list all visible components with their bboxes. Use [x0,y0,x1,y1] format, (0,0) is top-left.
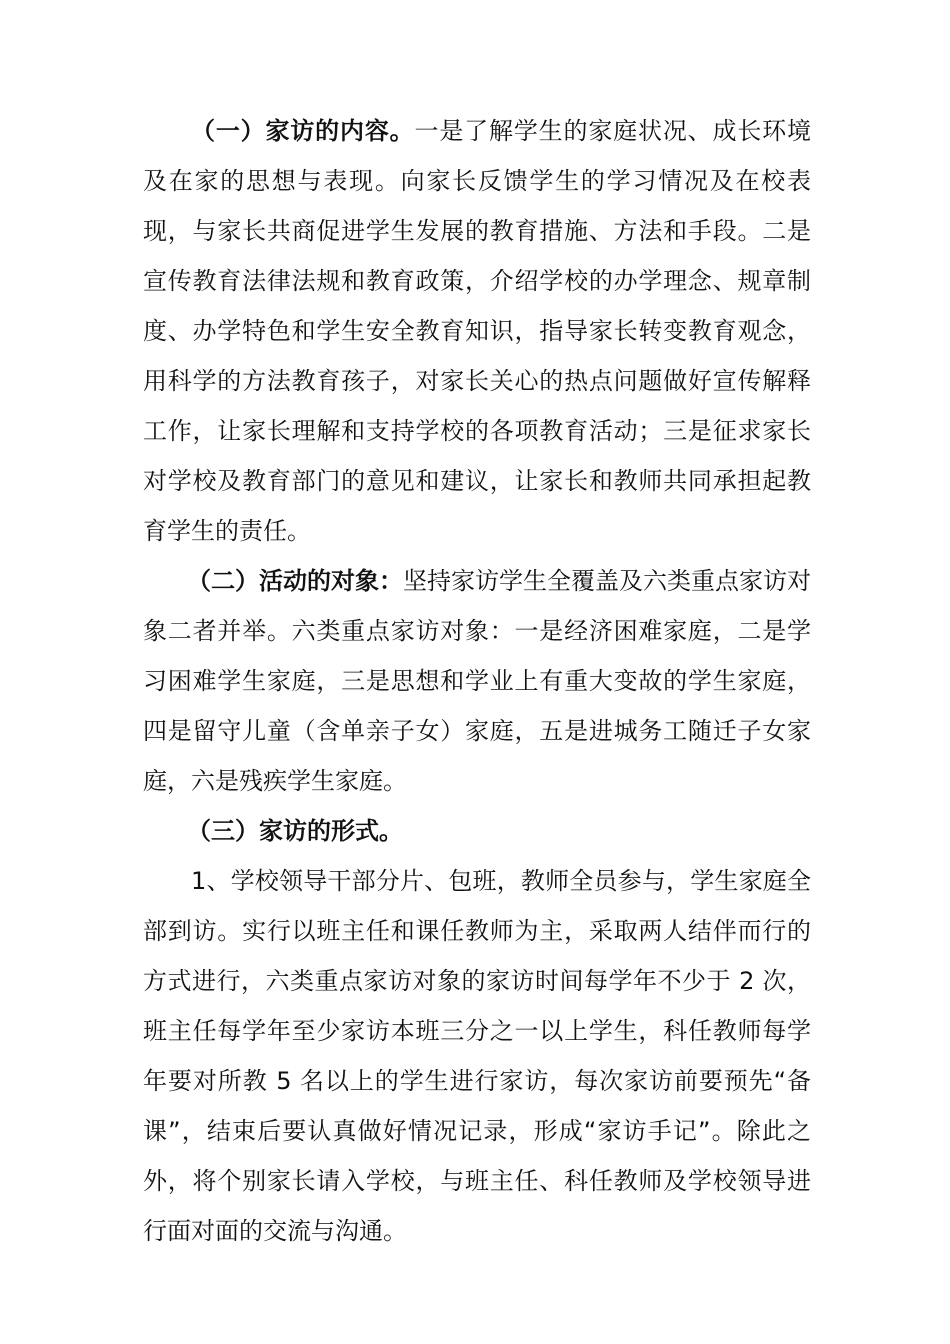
document-body [143,106,811,1256]
section-1-body: 一是了解学生的家庭状况、成长环境及在家的思想与表现。向家长反馈学生的学习情况及在校表现，与家长共商促进学生发展的教育措施、方法和手段。二是宣传教育法律法规和教育政策，介绍学校的办学理念、规章制度、办学特色和学生安全教育知识，指导家长转变教育观念，用科学的方法教育孩子，对家长关心的热点问题做好宣传解释工作，让家长理解和支持学校的各项教育活动；三是征求家长对学校及教育部门的意见和建议，让家长和教师共同承担起教育学生的责任。 [143,117,811,545]
section-1-paragraph [143,106,811,556]
section-1-heading: （一）家访的内容。 [191,117,415,145]
section-2-paragraph [143,556,811,806]
section-3-paragraph [143,806,811,856]
section-2-heading: （二）活动的对象： [187,567,403,595]
section-3-heading: （三）家访的形式。 [187,817,403,845]
section-3-item-1: 1、学校领导干部分片、包班，教师全员参与，学生家庭全部到访。实行以班主任和课任教师为主，采取两人结伴而行的方式进行，六类重点家访对象的家访时间每学年不少于 2 次，班主任每学年至少家访本班三分之一以上学生，科任教师每学年要对所教 5 名以上的学生进行家访，每次家访前要预先“备课”，结束后要认真做好情况记录，形成“家访手记”。除此之外，将个别家长请入学校，与班主任、科任教师及学校领导进行面对面的交流与沟通。 [143,867,811,1245]
section-2-body: 坚持家访学生全覆盖及六类重点家访对象二者并举。六类重点家访对象：一是经济困难家庭，二是学习困难学生家庭，三是思想和学业上有重大变故的学生家庭，四是留守儿童（含单亲子女）家庭，五是进城务工随迁子女家庭，六是残疾学生家庭。 [143,567,811,795]
